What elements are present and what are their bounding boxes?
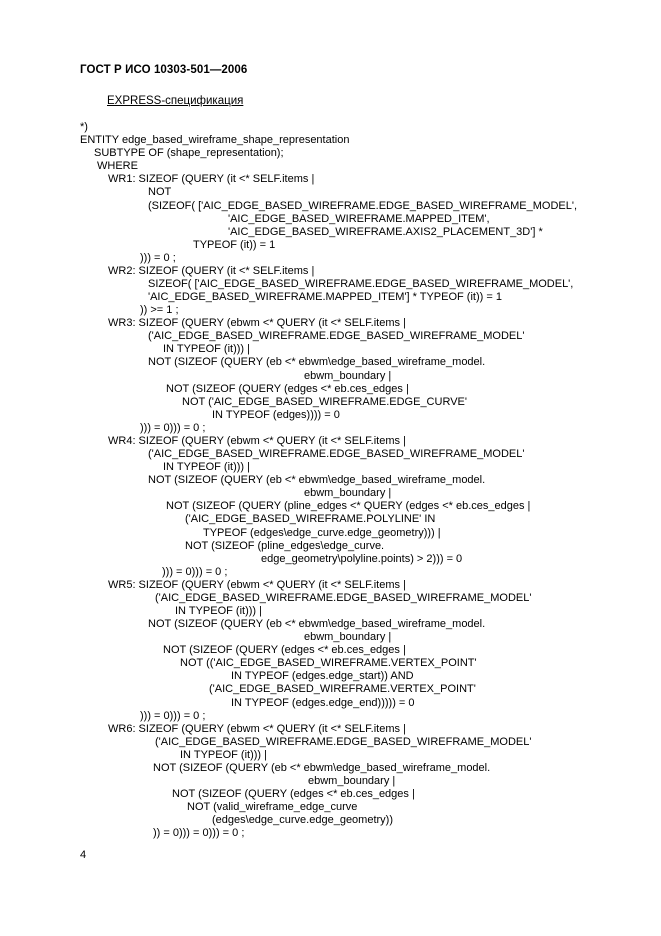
code-line: WR6: SIZEOF (QUERY (ebwm <* QUERY (it <* SELF.items |	[108, 722, 406, 735]
code-line: TYPEOF (it)) = 1	[193, 238, 276, 251]
code-line: IN TYPEOF (it))) |	[163, 343, 250, 356]
code-line: ('AIC_EDGE_BASED_WIREFRAME.EDGE_BASED_WIREFRAME_MODEL'	[148, 448, 525, 460]
code-line: ))) = 0))) = 0 ;	[140, 421, 206, 434]
code-line: ))) = 0))) = 0 ;	[140, 709, 206, 722]
code-line: 'AIC_EDGE_BASED_WIREFRAME.AXIS2_PLACEMENT_3D'] *	[228, 225, 543, 238]
code-line: IN TYPEOF (it))) |	[175, 605, 262, 617]
code-line: 'AIC_EDGE_BASED_WIREFRAME.MAPPED_ITEM'] * TYPEOF (it)) = 1	[148, 291, 502, 303]
code-line: WR3: SIZEOF (QUERY (ebwm <* QUERY (it <* SELF.items |	[108, 317, 406, 330]
code-line: NOT	[148, 186, 172, 199]
code-line: NOT (('AIC_EDGE_BASED_WIREFRAME.VERTEX_POINT'	[180, 657, 477, 670]
code-line: ('AIC_EDGE_BASED_WIREFRAME.POLYLINE' IN	[185, 513, 436, 526]
page-header: ГОСТ Р ИСО 10303-501—2006	[80, 64, 248, 76]
code-line: NOT (valid_wireframe_edge_curve	[187, 801, 358, 814]
code-line: ebwm_boundary |	[304, 487, 392, 500]
code-line: ebwm_boundary |	[308, 775, 396, 787]
code-line: NOT (SIZEOF (QUERY (eb <* ebwm\edge_based_wireframe_model.	[148, 474, 486, 487]
code-line: IN TYPEOF (edges.edge_start)) AND	[231, 670, 414, 683]
code-line: NOT (SIZEOF (QUERY (eb <* ebwm\edge_based_wireframe_model.	[148, 618, 486, 630]
section-title: EXPRESS-спецификация	[107, 95, 244, 107]
code-line: SUBTYPE OF (shape_representation);	[94, 147, 284, 160]
code-line: ('AIC_EDGE_BASED_WIREFRAME.VERTEX_POINT'	[209, 683, 476, 696]
code-line: NOT (SIZEOF (QUERY (eb <* ebwm\edge_based_wireframe_model.	[148, 356, 486, 369]
code-line: SIZEOF( ['AIC_EDGE_BASED_WIREFRAME.EDGE_BASED_WIREFRAME_MODEL',	[148, 278, 574, 290]
code-line: WR4: SIZEOF (QUERY (ebwm <* QUERY (it <* SELF.items |	[108, 434, 406, 447]
code-line: WR2: SIZEOF (QUERY (it <* SELF.items |	[108, 264, 315, 277]
code-line: WR5: SIZEOF (QUERY (ebwm <* QUERY (it <* SELF.items |	[108, 578, 406, 591]
code-line: ('AIC_EDGE_BASED_WIREFRAME.EDGE_BASED_WIREFRAME_MODEL'	[148, 330, 525, 343]
code-line: edge_geometry\polyline.points) > 2))) = 0	[261, 552, 463, 565]
code-line: NOT (SIZEOF (pline_edges\edge_curve.	[185, 539, 385, 552]
code-line: IN TYPEOF (edges.edge_end))))) = 0	[231, 696, 415, 709]
code-line: WHERE	[97, 160, 138, 173]
code-line: (edges\edge_curve.edge_geometry))	[212, 814, 394, 827]
code-line: (SIZEOF( ['AIC_EDGE_BASED_WIREFRAME.EDGE_BASED_WIREFRAME_MODEL',	[148, 199, 578, 212]
code-line: NOT (SIZEOF (QUERY (edges <* eb.ces_edges |	[166, 382, 409, 395]
code-line: 'AIC_EDGE_BASED_WIREFRAME.MAPPED_ITEM',	[228, 212, 490, 225]
code-line: IN TYPEOF (edges)))) = 0	[212, 408, 340, 421]
code-line: IN TYPEOF (it))) |	[180, 748, 267, 761]
code-line: IN TYPEOF (it))) |	[163, 461, 250, 474]
code-line: NOT (SIZEOF (QUERY (edges <* eb.ces_edges |	[163, 644, 406, 657]
code-line: ENTITY edge_based_wireframe_shape_representation	[80, 134, 350, 147]
code-line: NOT (SIZEOF (QUERY (edges <* eb.ces_edges |	[172, 788, 415, 801]
code-line: TYPEOF (edges\edge_curve.edge_geometry))) |	[203, 526, 441, 539]
code-line: ('AIC_EDGE_BASED_WIREFRAME.EDGE_BASED_WIREFRAME_MODEL'	[155, 735, 532, 748]
page-number: 4	[80, 849, 87, 861]
code-line: )) >= 1 ;	[140, 304, 179, 317]
code-line: NOT (SIZEOF (QUERY (pline_edges <* QUERY (edges <* eb.ces_edges |	[166, 500, 531, 513]
code-line: )) = 0))) = 0))) = 0 ;	[153, 827, 245, 840]
code-line: ('AIC_EDGE_BASED_WIREFRAME.EDGE_BASED_WIREFRAME_MODEL'	[155, 591, 532, 604]
code-line: ))) = 0))) = 0 ;	[162, 565, 228, 578]
code-line: NOT ('AIC_EDGE_BASED_WIREFRAME.EDGE_CURVE'	[182, 395, 467, 408]
code-line: ebwm_boundary |	[304, 631, 392, 644]
code-line: ))) = 0 ;	[140, 251, 176, 264]
code-line: WR1: SIZEOF (QUERY (it <* SELF.items |	[108, 173, 315, 186]
code-line: NOT (SIZEOF (QUERY (eb <* ebwm\edge_based_wireframe_model.	[153, 761, 491, 774]
code-line: ebwm_boundary |	[304, 369, 392, 382]
code-line: *)	[80, 121, 88, 133]
